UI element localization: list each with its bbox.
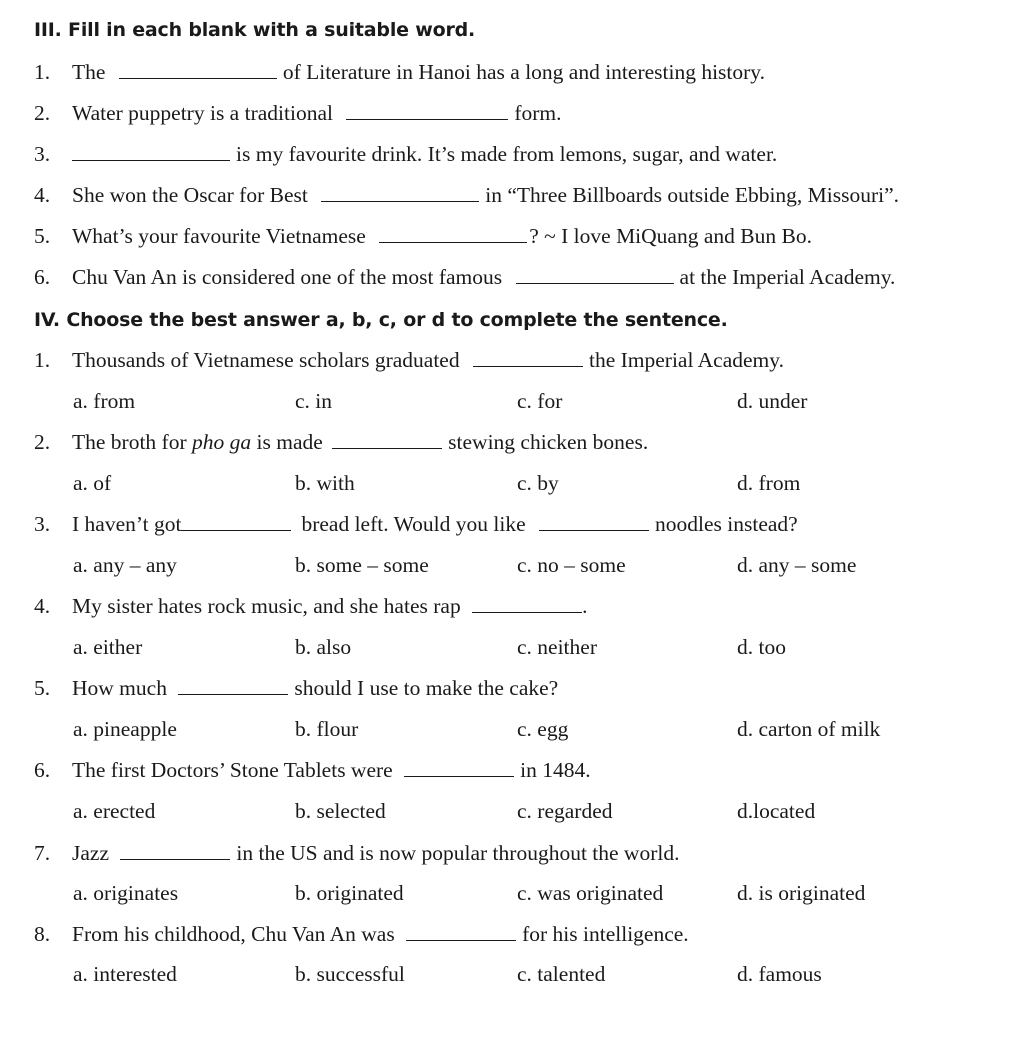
- s4-question-8: [34, 924, 689, 946]
- question-text-end: in 1484.: [520, 758, 591, 782]
- answer-blank[interactable]: [178, 693, 288, 695]
- question-text-start: Water puppetry is a traditional: [72, 101, 333, 125]
- s4-q3-option-b[interactable]: b. some – some: [295, 553, 429, 577]
- question-text-end: for his intelligence.: [522, 922, 689, 946]
- s4-q4-option-b[interactable]: b. also: [295, 635, 352, 659]
- question-text-end: is my favourite drink. It’s made from lemons, sugar, and water.: [236, 142, 778, 166]
- s3-question-2: [34, 103, 562, 125]
- s4-q7-option-d[interactable]: d. is originated: [737, 881, 866, 905]
- s4-q5-option-a[interactable]: a. pineapple: [73, 717, 177, 741]
- s4-q4-option-a[interactable]: a. either: [73, 635, 143, 659]
- section-3-heading: III. Fill in each blank with a suitable word.: [34, 19, 476, 41]
- answer-blank[interactable]: [119, 77, 277, 79]
- question-number: 8.: [34, 922, 51, 946]
- question-text-start: I haven’t got: [72, 512, 182, 536]
- question-text-end: in “Three Billboards outside Ebbing, Missouri”.: [485, 183, 900, 207]
- s4-q8-option-b[interactable]: b. successful: [295, 962, 405, 986]
- question-number: 4.: [34, 183, 51, 207]
- question-text-end: noodles instead?: [655, 512, 798, 536]
- s4-q3-option-a[interactable]: a. any – any: [73, 553, 177, 577]
- answer-blank[interactable]: [321, 200, 479, 202]
- question-text-start: Jazz: [72, 841, 109, 865]
- question-number: 5.: [34, 224, 51, 248]
- question-number: 3.: [34, 512, 51, 536]
- question-number: 1.: [34, 348, 51, 372]
- answer-blank[interactable]: [472, 611, 582, 613]
- s4-question-1: [34, 350, 784, 372]
- answer-blank[interactable]: [346, 118, 508, 120]
- question-text-middle: is made: [256, 430, 323, 454]
- s4-q8-option-d[interactable]: d. famous: [737, 962, 822, 986]
- question-text-end: .: [582, 594, 588, 618]
- s4-question-2: [34, 432, 648, 454]
- question-text-start: Chu Van An is considered one of the most famous: [72, 265, 503, 289]
- question-text-end: should I use to make the cake?: [294, 676, 559, 700]
- s4-q6-option-a[interactable]: a. erected: [73, 799, 156, 823]
- s4-q8-option-a[interactable]: a. interested: [73, 962, 177, 986]
- question-text-end: form.: [514, 101, 562, 125]
- answer-blank-1[interactable]: [181, 529, 291, 531]
- question-text-start: My sister hates rock music, and she hates rap: [72, 594, 461, 618]
- s4-q3-option-d[interactable]: d. any – some: [737, 553, 857, 577]
- answer-blank[interactable]: [516, 282, 674, 284]
- question-number: 2.: [34, 101, 51, 125]
- question-text-end: in the US and is now popular throughout the world.: [236, 841, 680, 865]
- question-number: 1.: [34, 60, 51, 84]
- s4-q4-option-c[interactable]: c. neither: [517, 635, 597, 659]
- s4-q6-option-b[interactable]: b. selected: [295, 799, 386, 823]
- question-number: 4.: [34, 594, 51, 618]
- s4-question-5: [34, 678, 558, 700]
- question-number: 7.: [34, 841, 51, 865]
- answer-blank[interactable]: [404, 775, 514, 777]
- question-text-start: From his childhood, Chu Van An was: [72, 922, 395, 946]
- answer-blank[interactable]: [473, 365, 583, 367]
- s4-q5-option-d[interactable]: d. carton of milk: [737, 717, 881, 741]
- question-text-end: at the Imperial Academy.: [679, 265, 896, 289]
- question-text-end: stewing chicken bones.: [448, 430, 649, 454]
- s4-q7-option-b[interactable]: b. originated: [295, 881, 404, 905]
- s4-question-4: [34, 596, 587, 618]
- italic-term: pho ga: [192, 430, 252, 454]
- s4-q1-option-b[interactable]: c. in: [295, 389, 333, 413]
- question-text-start: Thousands of Vietnamese scholars graduated: [72, 348, 460, 372]
- s3-question-3: [34, 144, 777, 166]
- s4-question-3: [34, 514, 798, 536]
- question-number: 6.: [34, 758, 51, 782]
- s3-question-1: [34, 62, 765, 84]
- answer-blank-2[interactable]: [539, 529, 649, 531]
- question-text-start: The first Doctors’ Stone Tablets were: [72, 758, 393, 782]
- s4-q1-option-c[interactable]: c. for: [517, 389, 563, 413]
- question-number: 3.: [34, 142, 51, 166]
- s4-q8-option-c[interactable]: c. talented: [517, 962, 606, 986]
- s4-q2-option-c[interactable]: c. by: [517, 471, 559, 495]
- s4-q4-option-d[interactable]: d. too: [737, 635, 786, 659]
- question-text-end: ? ~ I love MiQuang and Bun Bo.: [529, 224, 812, 248]
- question-text-middle: bread left. Would you like: [301, 512, 526, 536]
- question-number: 5.: [34, 676, 51, 700]
- question-number: 2.: [34, 430, 51, 454]
- s4-q1-option-d[interactable]: d. under: [737, 389, 808, 413]
- s4-q7-option-a[interactable]: a. originates: [73, 881, 179, 905]
- s3-question-6: [34, 267, 895, 289]
- question-text-start: She won the Oscar for Best: [72, 183, 308, 207]
- s4-q5-option-b[interactable]: b. flour: [295, 717, 359, 741]
- answer-blank[interactable]: [72, 159, 230, 161]
- s4-q7-option-c[interactable]: c. was originated: [517, 881, 664, 905]
- s4-q2-option-a[interactable]: a. of: [73, 471, 112, 495]
- s4-q6-option-c[interactable]: c. regarded: [517, 799, 613, 823]
- question-text-start: The broth for: [72, 430, 187, 454]
- s4-q5-option-c[interactable]: c. egg: [517, 717, 569, 741]
- section-4-heading: IV. Choose the best answer a, b, c, or d to complete the sentence.: [34, 309, 728, 331]
- answer-blank[interactable]: [379, 241, 527, 243]
- s3-question-5: [34, 226, 812, 248]
- s4-question-7: [34, 843, 679, 865]
- answer-blank[interactable]: [120, 858, 230, 860]
- question-text-end: the Imperial Academy.: [588, 348, 784, 372]
- s4-q2-option-b[interactable]: b. with: [295, 471, 355, 495]
- answer-blank[interactable]: [332, 447, 442, 449]
- s4-question-6: [34, 760, 591, 782]
- s4-q2-option-d[interactable]: d. from: [737, 471, 801, 495]
- s4-q3-option-c[interactable]: c. no – some: [517, 553, 626, 577]
- s4-q6-option-d[interactable]: d.located: [737, 799, 816, 823]
- question-text-end: of Literature in Hanoi has a long and interesting history.: [282, 60, 766, 84]
- question-text-start: The: [72, 60, 106, 84]
- s4-q1-option-a[interactable]: a. from: [73, 389, 136, 413]
- question-number: 6.: [34, 265, 51, 289]
- question-text-start: What’s your favourite Vietnamese: [72, 224, 366, 248]
- question-text-start: How much: [72, 676, 167, 700]
- answer-blank[interactable]: [406, 939, 516, 941]
- s3-question-4: [34, 185, 899, 207]
